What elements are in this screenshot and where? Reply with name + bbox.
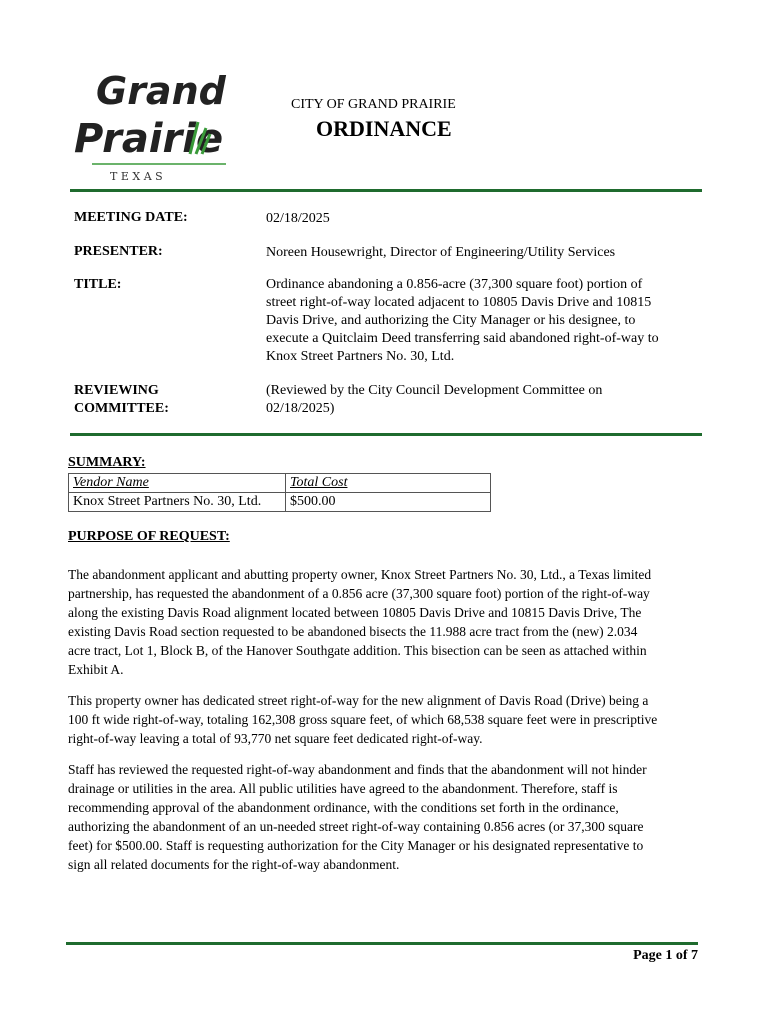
- reviewing-committee-label: [74, 382, 169, 418]
- vendor-name-cell: Knox Street Partners No. 30, Ltd.: [69, 493, 286, 512]
- presenter-value: Noreen Housewright, Director of Engineering/Utility Services: [266, 245, 616, 260]
- paragraph-line: authorizing the abandonment of an un-needed street right-of-way containing 0.856 acres (or 37,300 square: [68, 819, 644, 834]
- paragraph-line: feet) for $500.00. Staff is requesting authorization for the City Manager or his designated representative to: [68, 838, 644, 853]
- purpose-paragraph-3: [68, 760, 708, 874]
- purpose-heading: PURPOSE OF REQUEST:: [68, 529, 230, 544]
- logo-line1: Grand: [96, 69, 226, 113]
- grand-prairie-logo: [70, 62, 240, 187]
- table-row: [69, 474, 491, 493]
- presenter-label: PRESENTER:: [74, 244, 163, 259]
- paragraph-line: 100 ft wide right-of-way, totaling 162,308 gross square feet, of which 68,538 square feet were in prescriptive: [68, 712, 658, 727]
- table-row: [69, 493, 491, 512]
- page-number: Page 1 of 7: [633, 948, 698, 963]
- summary-table: [68, 473, 491, 512]
- paragraph-line: sign all related documents for the right-of-way abandonment.: [68, 857, 400, 872]
- title-line: street right-of-way located adjacent to 10805 Davis Drive and 10815: [266, 295, 652, 310]
- paragraph-line: Exhibit A.: [68, 662, 124, 677]
- total-cost-cell: $500.00: [286, 493, 491, 512]
- vendor-name-header: Vendor Name: [69, 474, 286, 493]
- title-label: TITLE:: [74, 277, 122, 292]
- fields-rule: [70, 433, 702, 436]
- meeting-date-value: 02/18/2025: [266, 211, 330, 226]
- city-name: CITY OF GRAND PRAIRIE: [291, 97, 456, 112]
- paragraph-line: partnership, has requested the abandonment of a 0.856 acre (37,300 square foot) portion of the right-of-way: [68, 586, 650, 601]
- logo-tagline: T E X A S: [110, 170, 163, 183]
- paragraph-line: Staff has reviewed the requested right-of-way abandonment and finds that the abandonment will not hinder: [68, 762, 647, 777]
- header-rule: [70, 189, 702, 192]
- paragraph-line: The abandonment applicant and abutting property owner, Knox Street Partners No. 30, Ltd., a Texas limited: [68, 567, 652, 582]
- paragraph-line: along the existing Davis Road alignment located between 10805 Davis Drive and 10815 Davis Drive, The: [68, 605, 642, 620]
- paragraph-line: drainage or utilities in the area. All public utilities have agreed to the abandonment. Therefore, staff is: [68, 781, 618, 796]
- meeting-date-label: MEETING DATE:: [74, 210, 188, 225]
- committee-label-line: COMMITTEE:: [74, 401, 169, 416]
- reviewing-line: (Reviewed by the City Council Development Committee on: [266, 383, 603, 398]
- title-line: Ordinance abandoning a 0.856-acre (37,300 square foot) portion of: [266, 277, 643, 292]
- purpose-paragraph-2: [68, 691, 708, 748]
- reviewing-line: 02/18/2025): [266, 401, 335, 416]
- summary-heading: SUMMARY:: [68, 455, 146, 470]
- footer-rule: [66, 942, 698, 945]
- paragraph-line: existing Davis Road section requested to be abandoned bisects the 11.988 acre tract from the (new) 2.034: [68, 624, 638, 639]
- reviewing-label-line: REVIEWING: [74, 383, 159, 398]
- title-value: [266, 276, 706, 366]
- paragraph-line: acre tract, Lot 1, Block B, of the Hanover Southgate addition. This bisection can be seen as attached within: [68, 643, 647, 658]
- paragraph-line: This property owner has dedicated street right-of-way for the new alignment of Davis Road (Drive) being a: [68, 693, 649, 708]
- reviewing-committee-value: [266, 382, 602, 418]
- title-line: Knox Street Partners No. 30, Ltd.: [266, 349, 455, 364]
- document-type: ORDINANCE: [316, 116, 452, 141]
- total-cost-header: Total Cost: [286, 474, 491, 493]
- paragraph-line: right-of-way leaving a total of 93,770 net square feet dedicated right-of-way.: [68, 731, 483, 746]
- title-line: Davis Drive, and authorizing the City Manager or his designee, to: [266, 313, 636, 328]
- purpose-paragraph-1: [68, 565, 708, 679]
- logo-line2: Prairie: [74, 116, 224, 162]
- title-line: execute a Quitclaim Deed transferring said abandoned right-of-way to: [266, 331, 659, 346]
- paragraph-line: recommending approval of the abandonment ordinance, with the conditions set forth in the ordinance,: [68, 800, 619, 815]
